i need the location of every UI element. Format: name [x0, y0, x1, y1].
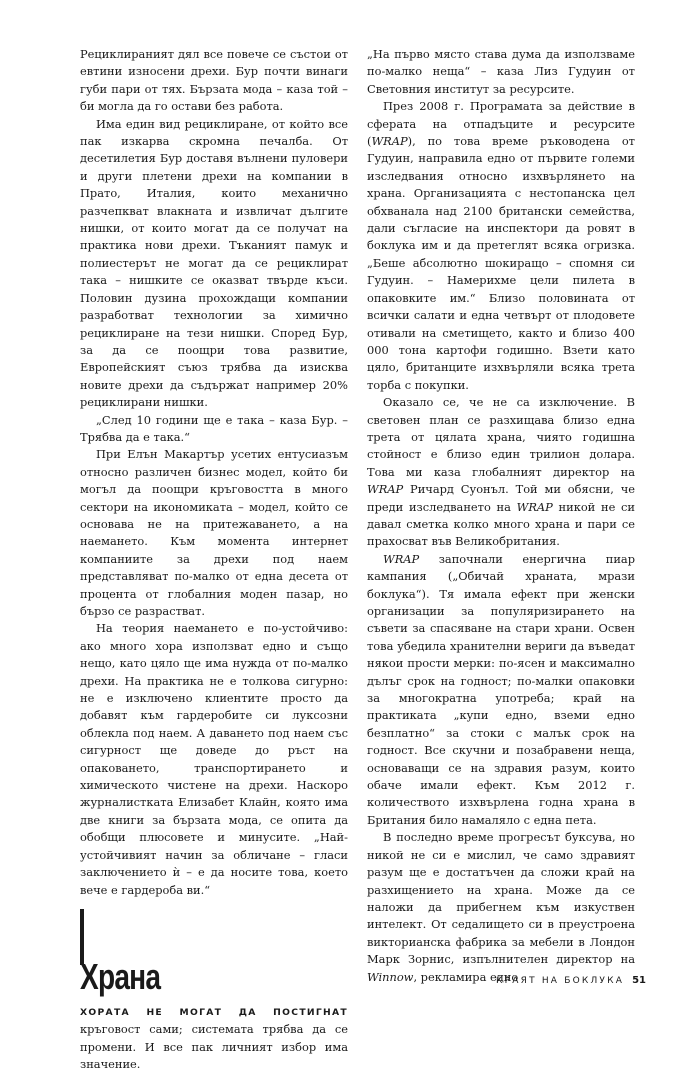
paragraph: Рециклираният дял все повече се състои от евтини износени дрехи. Бур почти винаги губи пари от тях. Бързата мода – каза той – би могла да го остави без работа.: [80, 47, 348, 114]
text-run: , рекламира едно: [413, 969, 519, 984]
left-column: [80, 46, 348, 1074]
paragraph: [367, 98, 635, 394]
text-run: ), по това време ръководена от Гудуин, направила едно от първите големи изследвания относно изхвърлянето на храна. Организацията с нестопанска цел обхванала над 2100 британски семейства, дали съгласие на инспектори да ровят в боклука им и да претеглят всяка огризка. „Беше абсолютно шокиращо – спомня си Гудуин. – Намерихме цели пилета в опаковките им.“ Близо половината от всички салати и една четвърт от плодовете отивали на сметището, както и близо 400 000 тона картофи годишно. Взети като цяло, британците изхвърляли всяка трета торба с покупки.: [367, 134, 635, 392]
paragraph: [367, 394, 635, 551]
text-run: Оказало се, че не са изключение. В световен план се разхищава близо една трета от цялата храна, чиято годишна стойност е близо един трилион долара. Това ми каза глобалният директор на: [367, 395, 635, 479]
acronym-wrap: WRAP: [367, 482, 404, 497]
acronym-wrap: WRAP: [516, 499, 553, 514]
text-run: През 2008 г. Програмата за действие в сферата на отпадъците и ресурсите (: [367, 99, 635, 149]
paragraph: На теория наемането е по-устойчиво: ако много хора използват едно и също нещо, като цяло ще има нужда от по-малко дрехи. На практика не е толкова сигурно: не е изключено клиентите просто да добавят към гардеробите си луксозни облекла под наем. А даването под наем със сигурност ще доведе до ръст на опаковането, транспортирането и химическото чистене на дрехи. Наскоро журналистката Елизабет Клайн, която има две книги за бързата мода, се опита да обобщи плюсовете и минусите. „Най-устойчивият начин за обличане – гласи заключението ѝ – е да носите това, което вече е гардероба ви.“: [80, 621, 348, 897]
paragraph: Има един вид рециклиране, от който все пак изкарва скромна печалба. От десетилетия Бур доставя вълнени пуловери и други плетени дрехи на компании в Прато, Италия, които механично разчепкват влакната и извличат дългите нишки, от които могат да се получат на практика нови дрехи. Тъканият памук и полиестерът не могат да се рециклират така – нишките се оказват твърде къси. Половин дузина прохождащи компании разработват технологии за химично рециклиране на тези нишки. Според Бур, за да се поощри това развитие, Европейският съюз трябва да изисква новите дрехи да съдържат например 20% рециклирани нишки.: [80, 116, 348, 410]
page-number: 51: [632, 975, 646, 986]
page-footer: [496, 975, 646, 986]
section-lead-paragraph: [80, 1003, 348, 1074]
lead-in-caps: ХОРАТА НЕ МОГАТ ДА ПОСТИГНАТ: [80, 1006, 348, 1018]
paragraph: „След 10 години ще е така – каза Бур. – Трябва да е така.“: [80, 412, 348, 444]
right-column: [367, 46, 635, 986]
section-heading: Храна: [80, 955, 161, 997]
acronym-wrap: WRAP: [383, 551, 420, 566]
running-title: КРАЯТ НА БОКЛУКА: [496, 976, 625, 986]
paragraph: [367, 551, 635, 830]
paragraph: „На първо място става дума да използваме по-малко неща“ – каза Лиз Гудуин от Световния институт за ресурсите.: [367, 47, 635, 96]
text-run: В последно време прогресът буксува, но никой не си е мислил, че само здравият разум ще е достатъчен да сложи край на разхищението на храна. Може да се наложи да прибегнем към изкуствен интелект. От седалището си в преустроена викторианска фабрика за мебели в Лондон Марк Зорнис, изпълнителен директор на: [367, 830, 635, 967]
acronym-wrap: WRAP: [371, 134, 408, 149]
paragraph: [367, 829, 635, 986]
lead-in-text: кръговост сами; системата трябва да се промени. И все пак личният избор има значение.: [80, 1022, 348, 1072]
paragraph: При Елън Макартър усетих ентусиазъм относно различен бизнес модел, който би могъл да поощри кръговостта в много сектори на икономиката – модел, който се основава не на притежаването, а на наемането. Към момента интернет компаниите за дрехи под наем представляват по-малко от една десета от процента от глобалния моден пазар, но бързо се разрастват.: [80, 447, 348, 618]
text-run: никой не си давал сметка колко много храна и пари се прахосват във Великобритания.: [367, 499, 635, 549]
text-run: започнали енергична пиар кампания („Обичай храната, мрази боклука“). Тя имала ефект при женски организации за популяризирането на съвети за спасяване на стари храни. Освен това убедила хранителни вериги да въведат някои прости мерки: по-ясен и максимално дълъг срок на годност; по-малки опаковки за многократна употреба; край на практиката „купи едно, вземи едно безплатно“ за стоки с малък срок на годност. Все скучни и позабравени неща, основаващи се на здравия разум, които обаче имали ефект. Към 2012 г. количеството изхвърлена годна храна в Британия било намаляло с една пета.: [367, 551, 635, 827]
company-name: Winnow: [367, 969, 414, 984]
text-run: Ричард Суонъл. Той ми обясни, че преди изследването на: [367, 482, 635, 514]
